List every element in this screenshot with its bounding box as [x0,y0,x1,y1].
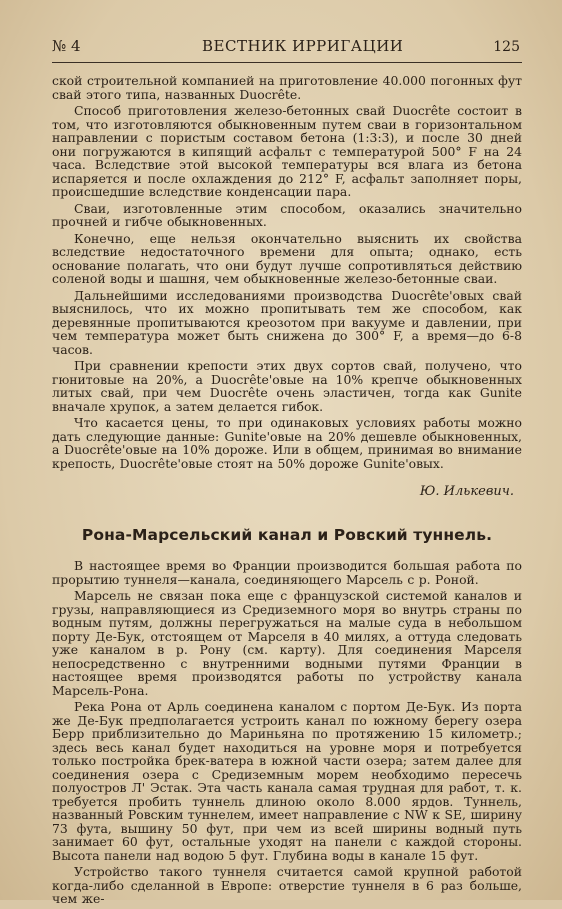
paragraph: Конечно, еще нельзя окончательно выяснить их свойства вследствие недостаточного времени для опыта; однако, есть основание полагать, что они будут лучше сопротивляться действию соленой воды и шашня, чем обыкновенные железо-бетонные сваи. [52,230,522,286]
page-body [52,74,522,909]
page-number: 125 [493,39,520,55]
paragraph: ской строительной компанией на приготовление 40.000 погонных фут свай этого типа, названных Duocrête. [52,73,522,102]
paragraph: Марсель не связан пока еще с французской системой каналов и грузы, направляющиеся из Средиземного моря во внутрь страны по водным путям, должны перегружаться на малые суда в небольшом порту Де-Бук, отстоящем от Марселя в 40 милях, а оттуда следовать уже каналом в р. Рону (см. карту). Для соединения Марселя непосредственно с внутренними водными путями Франции в настоящее время производятся работы по устройству канала Марсель-Рона. [52,588,522,698]
paragraph: Способ приготовления железо-бетонных свай Duocrête состоит в том, что изготовляются обыкновенным путем сваи в горизонтальном направлении с пористым составом бетона (1:3:3), и после 30 дней они погружаются в кипящий асфальт с температурой 500° F на 24 часа. Вследствие этой высокой температуры вся влага из бетона испаряется и после охлаждения до 212° F, асфальт заполняет поры, происшедшие вследствие конденсации пара. [52,103,522,199]
paragraph: Сваи, изготовленные этим способом, оказались значительно прочней и гибче обыкновенных. [52,200,522,229]
paragraph: При сравнении крепости этих двух сортов свай, получено, что гюнитовые на 20%, а Duocrête'овые на 10% крепче обыкновенных литых свай, при чем Duocrête очень эластичен, тогда как Gunite вначале хрупок, а затем делается гибок. [52,358,522,414]
article-title: Рона-Марсельский канал и Ровский туннель. [81,526,493,544]
page-header [52,34,522,63]
paragraph: Что касается цены, то при одинаковых условиях работы можно дать следующие данные: Gunite'овые на 20% дешевле обыкновенных, а Duocrête'овые на 10% дороже. Или в общем, принимая во внимание крепость, Duocrête'овые стоят на 50% дороже Gunite'овых. [52,415,522,471]
journal-title: ВЕСТНИК ИРРИГАЦИИ [202,37,404,55]
author-signature: Ю. Илькевич. [419,484,514,499]
issue-number: № 4 [52,37,81,55]
paragraph: Устройство такого туннеля считается самой крупной работой когда-либо сделанной в Европе: отверстие туннеля в 6 раз больше, чем же- [52,864,522,906]
paragraph: Дальнейшими исследованиями производства Duocrête'овых свай выяснилось, что их можно пропитывать тем же способом, как деревянные пропитываются креозотом при вакууме и давлении, при чем температура может быть снижена до 300° F, а время—до 6-8 часов. [52,287,522,357]
paragraph: Река Рона от Арль соединена каналом с портом Де-Бук. Из порта же Де-Бук предполагается устроить канал по южному берегу озера Берр приблизительно до Мариньяна по протяжению 15 километр.; здесь весь канал будет находиться на уровне моря и потребуется только постройка брек-ватера в южной части озера; затем далее для соединения озера с Средиземным морем необходимо пересечь полуостров Л' Эстак. Эта часть канала самая трудная для работ, т. к. требуется пробить туннель длиною около 8.000 ярдов. Туннель, названный Ровским туннелем, имеет направление с NW к SE, ширину 73 фута, вышину 50 фут, при чем из всей ширины водный путь занимает 60 фут, остальные уходят на панели с каждой стороны. Высота панели над водою 5 фут. Глубина воды в канале 15 фут. [52,699,522,863]
paragraph: В настоящее время во Франции производится большая работа по прорытию туннеля—канала, соединяющего Марсель с р. Роной. [52,558,522,587]
